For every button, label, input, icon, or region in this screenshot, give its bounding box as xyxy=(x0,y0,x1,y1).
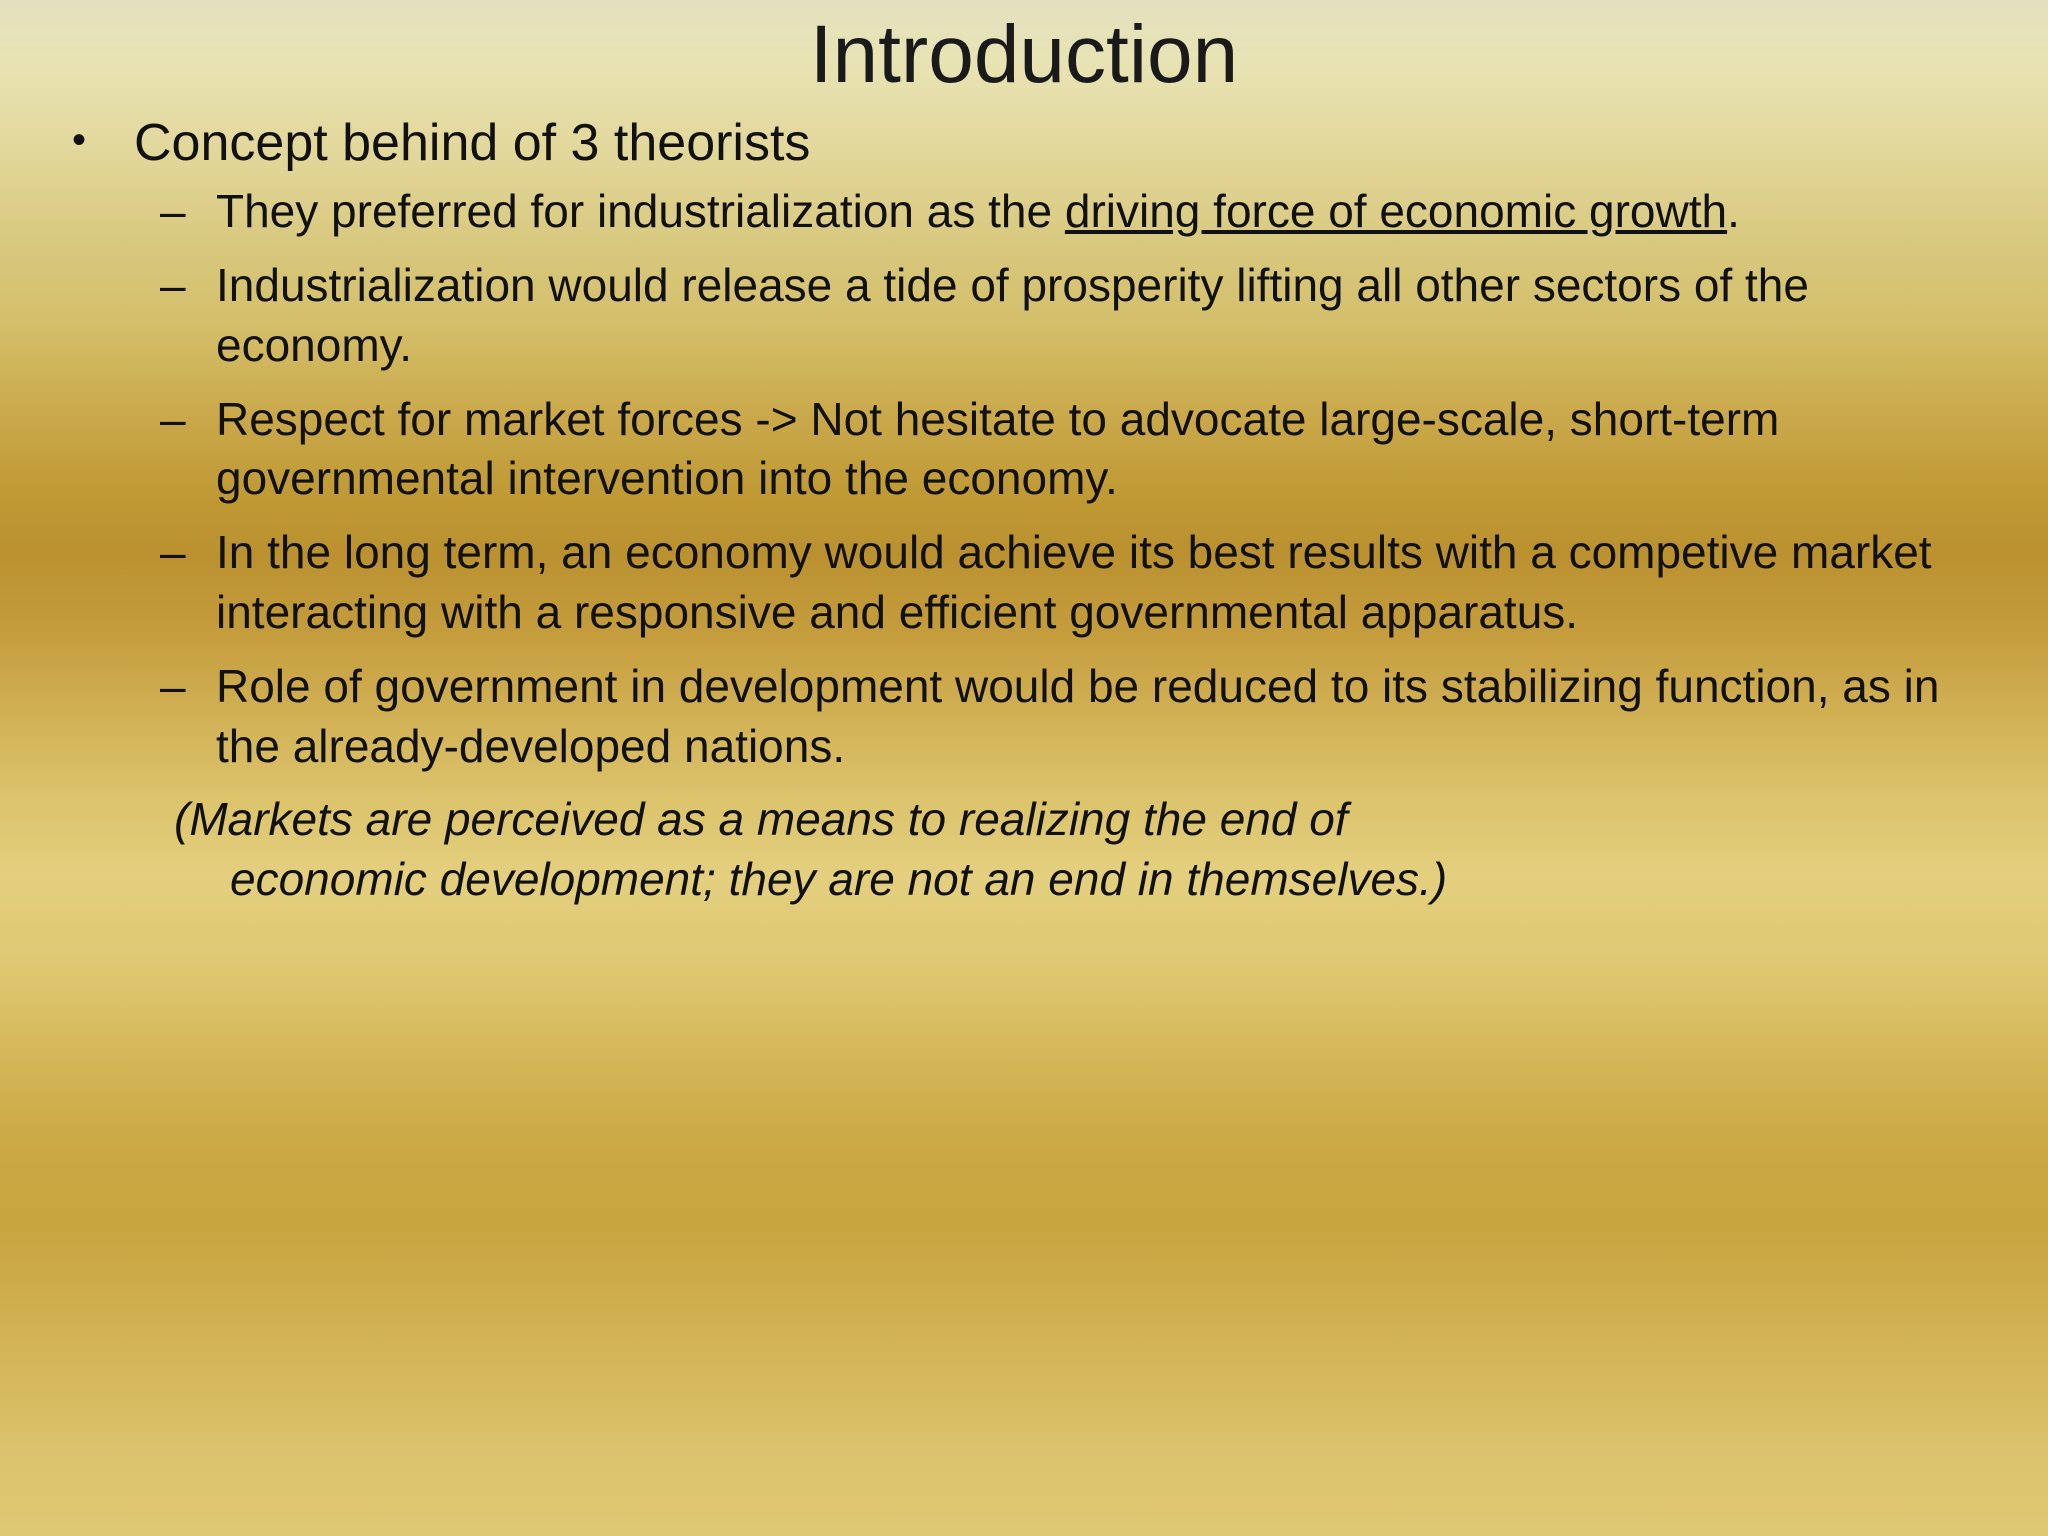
level1-text: Concept behind of 3 theorists xyxy=(134,114,811,172)
list-item-text: Respect for market forces -> Not hesitate to advocate large-scale, short-term governmental intervention into the economy. xyxy=(216,392,1780,505)
closing-note-line1: (Markets are perceived as a means to realizing the end of xyxy=(174,793,1348,846)
dash-icon: – xyxy=(160,185,186,238)
list-item-text xyxy=(216,182,2006,242)
list-item-text-post: . xyxy=(1727,185,1740,238)
slide-body xyxy=(0,96,2048,910)
dash-icon: – xyxy=(160,259,186,312)
list-item xyxy=(160,523,2006,643)
dash-icon: – xyxy=(160,392,186,445)
bullet-icon: • xyxy=(72,118,87,162)
list-item xyxy=(160,657,2006,777)
list-item-text: Role of government in development would be reduced to its stabilizing function, as in the already-developed nations. xyxy=(216,659,1940,772)
closing-note-line2: economic development; they are not an end in themselves.) xyxy=(230,853,1448,906)
sublist xyxy=(160,182,2006,910)
list-item xyxy=(160,390,2006,510)
list-item-emphasis: driving force of economic growth xyxy=(1064,185,1728,238)
list-item-text-pre: They preferred for industrialization as the xyxy=(216,185,1065,238)
page-title: Introduction xyxy=(809,9,1239,100)
closing-note xyxy=(174,790,2006,910)
list-item xyxy=(160,182,2006,242)
dash-icon: – xyxy=(160,659,186,712)
dash-icon: – xyxy=(160,526,186,579)
list-item xyxy=(160,256,2006,376)
list-item-text: In the long term, an economy would achieve its best results with a competive market interacting with a responsive and efficient governmental apparatus. xyxy=(216,526,1932,639)
list-item-level1 xyxy=(72,114,2006,172)
list-item-text: Industrialization would release a tide of prosperity lifting all other sectors of the economy. xyxy=(216,259,1809,371)
